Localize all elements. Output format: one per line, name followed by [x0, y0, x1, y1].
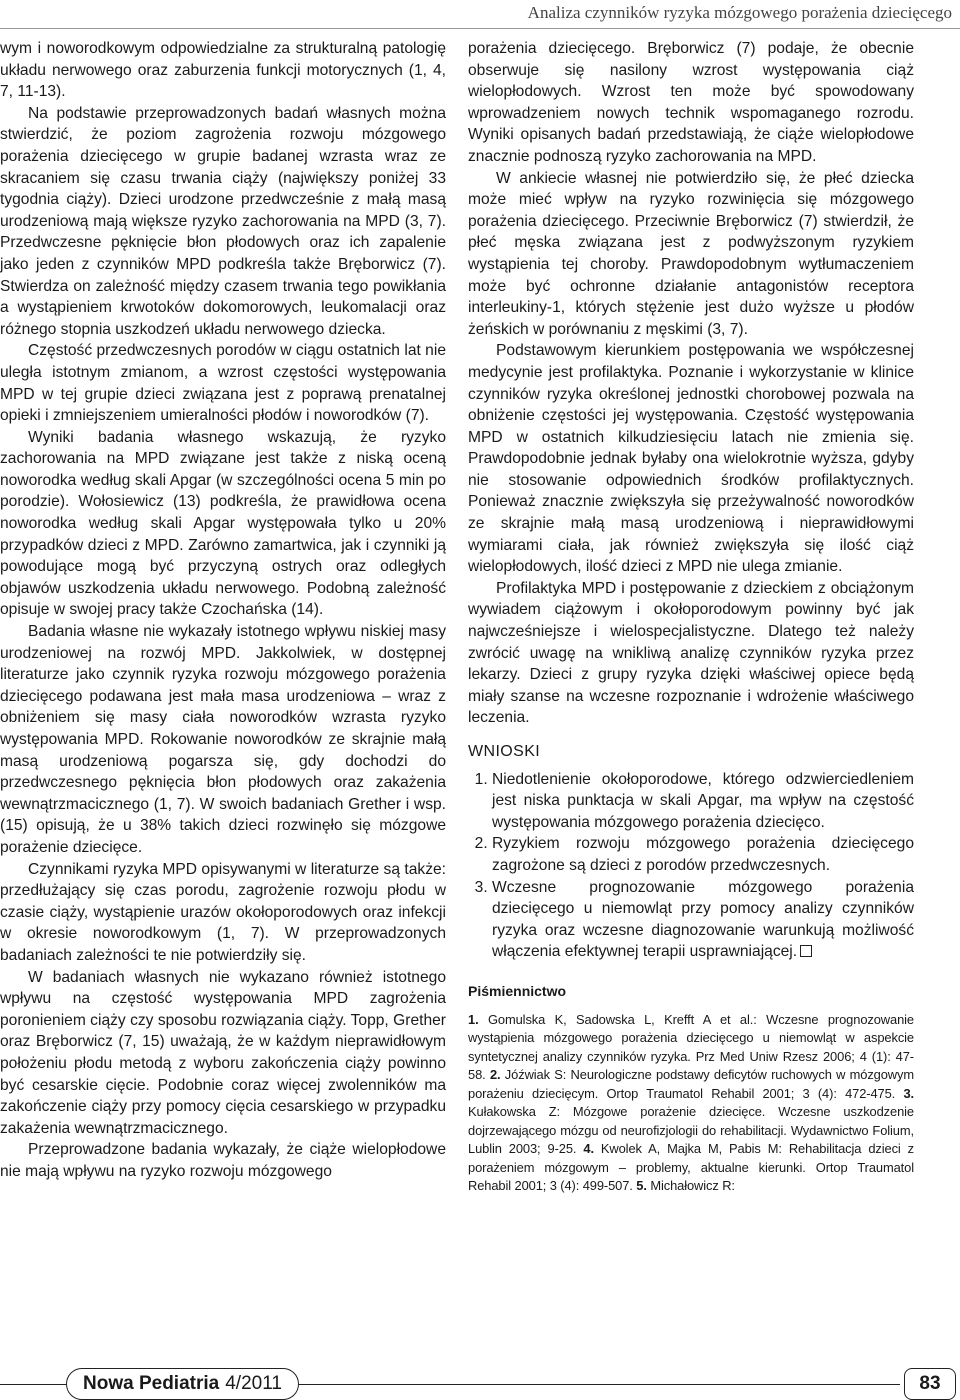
paragraph: W ankiecie własnej nie potwierdziło się, że płeć dziecka może mieć wpływ na ryzyko rozwinięcia się mózgowego porażenia dziecięcego. Przeciwnie Bręborwicz (7) stwierdził, że płeć męska związana jest z podwyższonym ryzykiem wystąpienia tej choroby. Prawdopodobnym wytłumaczeniem może być ochronne działanie antagonistów receptora interleukiny-1, których stężenie jest dużo wyższe u płodów żeńskich w porównaniu z męskimi (3, 7).	[468, 169, 914, 338]
paragraph: Czynnikami ryzyka MPD opisywanymi w literaturze są także: przedłużający się czas porodu, zagrożenie rozwoju płodu w czasie ciąży, wystąpienie urazów okołoporodowych oraz infekcji w okresie noworodkowym (1, 7). W przeprowadzonych badaniach zależności te nie potwierdziły się.	[0, 860, 446, 964]
end-of-article-square-icon	[800, 945, 812, 957]
reference-item	[468, 1067, 914, 1101]
paragraph: Wyniki badania własnego wskazują, że ryzyko zachorowania na MPD związane jest także z niską oceną noworodka według skali Apgar (w szczególności ocena 5 min po porodzie). Wołosiewicz (13) podkreśla, że prawidłowa ocena noworodka według skali Apgar występowała tylko u 20% przypadków dzieci z MPD. Zarówno zamartwica, jak i czynniki ją powodujące mogą być przyczyną ostrych oraz odległych objawów uszkodzenia układu nerwowego. Podobną zależność opisuje w swojej pracy także Czochańska (14).	[0, 428, 446, 619]
page-footer	[0, 1364, 960, 1400]
reference-number: 4.	[583, 1141, 594, 1157]
conclusion-text: Wczesne prognozowanie mózgowego porażenia dziecięcego u niemowląt przy pomocy analizy czynników ryzyka oraz wczesne diagnozowanie warunkują możliwość włączenia efektywnej terapii usprawniającej.	[492, 878, 914, 961]
paragraph: Profilaktyka MPD i postępowanie z dzieckiem z obciążonym wywiadem ciążowym i okołoporodowym powinny być jak najwcześniejsze i wielospecjalistyczne. Dlatego też należy zwrócić uwagę na wnikliwą analizę czynników ryzyka przez lekarzy. Dzieci z grupy ryzyka dzięki właściwej opiece będą miały szanse na wczesne rozpoznanie i wdrożenie właściwego leczenia.	[468, 579, 914, 727]
conclusions-heading: WNIOSKI	[468, 743, 541, 760]
references-list	[468, 1011, 914, 1196]
conclusion-text: Niedotlenienie okołoporodowe, którego odzwierciedleniem jest niska punktacja w skali Apgar, ma wpływ na częstość występowania mózgowego porażenia dziecięco.	[492, 770, 914, 831]
journal-badge	[66, 1368, 299, 1400]
paragraph: Podstawowym kierunkiem postępowania we współczesnej medycynie jest profilaktyka. Poznanie i wykorzystanie w klinice czynników ryzyka określonej jednostki chorobowej pozwala na obniżenie częstości jej występowania. Częstość występowania MPD w ostatnich kilkudziesięciu latach nie zmienia się. Prawdopodobnie jednak byłaby ona wielokrotnie wyższa, gdyby nie stosowanie odpowiednich środków profilaktycznych. Ponieważ znacznie zwiększyła się przeżywalność noworodków ze skrajnie małą masą urodzeniową i nieprawidłowymi wymiarami ciała, jak również zwiększyła się ilość ciąż wielopłodowych, ilość dzieci z MPD nie ulega zmianie.	[468, 342, 914, 576]
reference-text: Gomulska K, Sadowska L, Krefft A et al.: Wczesne prognozowanie wystąpienia mózgowego porażenia dziecięcego u niemowląt w aspekcie syntetycznej analizy czynników ryzyka. Prz Med Uniw Rzesz 2006; 4 (1): 47-58.	[468, 1011, 914, 1083]
conclusions-list	[468, 769, 914, 963]
references-heading: Piśmiennictwo	[468, 982, 567, 999]
paragraph: Na podstawie przeprowadzonych badań własnych można stwierdzić, że poziom zagrożenia rozwoju mózgowego porażenia dziecięcego w grupie badanej wzrasta wraz ze skracaniem się czasu trwania ciąży (największy poniżej 33 tygodnia ciąży). Dzieci urodzone przedwcześnie z małą masą urodzeniową mają większe ryzyko zachorowania na MPD (3, 7). Przedwczesne pęknięcie błon płodowych oraz ich zapalenie jako jeden z czynników MPD podkreśla także Bręborwicz (7). Stwierdza on zależność między czasem trwania tego powikłania a wystąpieniem krwotoków dokomorowych, leukomalacji oraz różnego stopnia uszkodzeń układu nerwowego dziecka.	[0, 104, 446, 338]
reference-text: Kułakowska Z: Mózgowe porażenie dziecięce. Wczesne uszkodzenie dojrzewającego mózgu od neurofizjologii do rehabilitacji. Wydawnictwo Folium, Lublin 2003; 9-25.	[468, 1104, 914, 1157]
running-head: Analiza czynników ryzyka mózgowego porażenia dziecięcego	[527, 3, 952, 22]
journal-issue: 4/2011	[225, 1373, 282, 1394]
reference-number: 2.	[489, 1067, 501, 1083]
conclusion-item	[492, 877, 914, 963]
conclusion-item	[492, 833, 914, 876]
footer-rule-right	[270, 1384, 900, 1385]
reference-number: 5.	[636, 1178, 647, 1194]
conclusion-item	[492, 769, 914, 834]
reference-text: Kwolek A, Majka M, Pabis M: Rehabilitacja dzieci z porażeniem mózgowym – problemy, aktualne kierunki. Ortop Traumatol Rehabil 2001; 3 (4): 499-507.	[468, 1141, 915, 1194]
reference-text: Jóźwiak S: Neurologiczne podstawy deficytów ruchowych w mózgowym porażeniu dziecięcym. Ortop Traumatol Rehabil 2001; 3 (4): 472-475.	[468, 1067, 914, 1101]
paragraph: Badania własne nie wykazały istotnego wpływu niskiej masy urodzeniowej na rozwój MPD. Jakkolwiek, w dostępnej literaturze jako czynnik ryzyka rozwoju mózgowego porażenia dziecięcego podawana jest mała masa urodzeniowa – wraz z obniżeniem się masy ciała noworodków wzrasta ryzyko występowania MPD. Rokowanie noworodków ze skrajnie małą masą urodzeniową pogarsza się, gdy dochodzi do przedwczesnego pęknięcia błon płodowych oraz zakażenia wewnątrzmacicznego (1, 7). W swoich badaniach Grether i wsp. (15) opisują, że u 38% takich dzieci rozwinęło się mózgowe porażenie dziecięce.	[0, 623, 446, 856]
reference-text: Michałowicz R:	[646, 1178, 735, 1194]
paragraph: Częstość przedwczesnych porodów w ciągu ostatnich lat nie uległa istotnym zmianom, a wzrost częstości występowania MPD w tej grupie dzieci związana jest z poprawą prenatalnej opieki i zmniejszeniem umieralności płodów i noworodków (7).	[0, 342, 446, 425]
header-rule	[0, 28, 960, 29]
conclusion-text: Ryzykiem rozwoju mózgowego porażenia dziecięcego zagrożone są dzieci z porodów przedwczesnych.	[492, 835, 914, 874]
reference-item	[636, 1178, 735, 1193]
paragraph: porażenia dziecięcego. Bręborwicz (7) podaje, że obecnie obserwuje się nasilony wzrost występowania ciąż wielopłodowych. Wzrost ten może być spowodowany wprowadzeniem nowych technik wspomaganego rozrodu. Wyniki opisanych badań przedstawiają, że ciąże wielopłodowe znacznie podnoszą ryzyko zachorowania na MPD.	[468, 40, 914, 165]
journal-name: Nowa Pediatria	[83, 1373, 220, 1394]
reference-number: 1.	[468, 1011, 479, 1027]
paragraph: W badaniach własnych nie wykazano również istotnego wpływu na częstość występowania MPD zagrożenia poronieniem ciąży czy sposobu rozwiązania ciąży. Topp, Grether oraz Bręborwicz (7, 15) uważają, że w każdym nieprawidłowym położeniu płodu metodą z wyboru zakończenia ciąży powinno być cesarskie cięcie. Podobnie coraz więcej zwolenników ma zakończenie ciąży przy pomocy cięcia cesarskiego w przypadku zakażenia wewnątrzmacicznego.	[0, 968, 446, 1137]
paragraph: wym i noworodkowym odpowiedzialne za strukturalną patologię układu nerwowego oraz zaburzenia funkcji motorycznych (1, 4, 7, 11-13).	[0, 40, 446, 101]
reference-number: 3.	[903, 1085, 914, 1101]
paragraph: Przeprowadzone badania wykazały, że ciąże wielopłodowe nie mają wpływu na ryzyko rozwoju mózgowego	[0, 1141, 446, 1180]
right-column	[468, 38, 914, 1196]
left-column	[0, 38, 446, 1182]
page-number: 83	[904, 1368, 956, 1400]
